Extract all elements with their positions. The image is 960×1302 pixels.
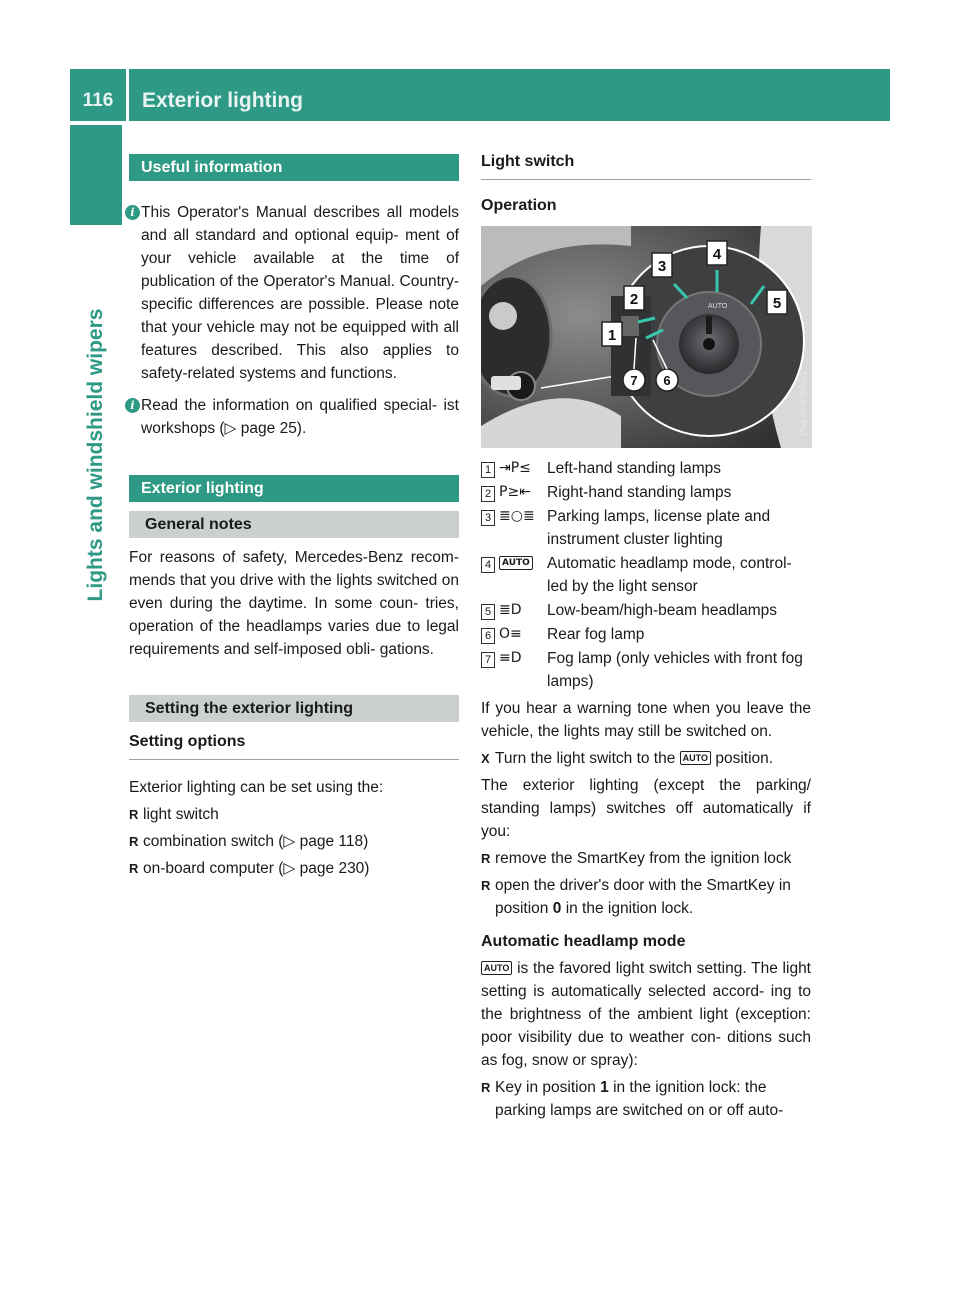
svg-text:7: 7 <box>630 373 638 388</box>
list-item: R light switch <box>129 803 459 826</box>
legend-text: Parking lamps, license plate and instrument cluster lighting <box>547 508 771 548</box>
fog-lamp-icon: ≡D <box>499 650 522 666</box>
svg-text:2: 2 <box>629 291 639 308</box>
warning-text: If you hear a warning tone when you leave the vehicle, the lights may still be switched on. <box>481 700 811 740</box>
legend-row <box>481 552 811 598</box>
legend-row <box>481 599 811 622</box>
legend-text: Low-beam/high-beam headlamps <box>547 602 778 619</box>
legend-row <box>481 647 811 693</box>
parking-lamp-icon: ≣○≣ <box>499 508 535 524</box>
list-item: R open the driver's door with the SmartKey in position 0 in the ignition lock. <box>481 874 811 920</box>
side-tab-block <box>70 125 122 225</box>
svg-text:3: 3 <box>657 258 667 275</box>
legend-number: 2 <box>481 486 495 502</box>
light-switch-photo <box>481 226 812 448</box>
setting-intro: Exterior lighting can be set using the: <box>129 779 384 796</box>
auto-icon: AUTO <box>499 552 547 598</box>
svg-text:AUTO: AUTO <box>708 303 728 310</box>
rear-fog-lamp-icon: O≡ <box>499 626 522 642</box>
operation-heading: Operation <box>481 197 557 214</box>
legend-number: 5 <box>481 604 495 620</box>
right-standing-lamp-icon: P≥⇤ <box>499 484 531 500</box>
general-notes-text: For reasons of safety, Mercedes-Benz recom- mends that you drive with the lights switched on even during the daytime. In some coun- tries, operation of the headlamps varies due to legal requirements and self-imposed obli- gations. <box>129 549 459 658</box>
info-icon: i <box>125 205 140 220</box>
info-note-2 <box>129 394 459 440</box>
list-item: R on-board computer (▷ page 230) <box>129 857 459 880</box>
legend-number: 4 <box>481 557 495 573</box>
setting-heading: Setting the exterior lighting <box>129 695 459 722</box>
legend-text: Left-hand standing lamps <box>547 460 722 477</box>
general-notes-heading: General notes <box>129 511 459 538</box>
header-divider <box>126 69 129 121</box>
useful-info-heading: Useful information <box>129 154 459 181</box>
setting-options-heading: Setting options <box>129 730 459 760</box>
legend-number: 3 <box>481 510 495 526</box>
page-number: 116 <box>82 90 114 111</box>
legend-text: Rear fog lamp <box>547 626 645 643</box>
step-text: Turn the light switch to the <box>495 750 676 767</box>
light-switch-heading: Light switch <box>481 150 811 180</box>
info-icon: i <box>125 398 140 413</box>
right-column <box>481 150 811 1122</box>
auto-mode-heading: Automatic headlamp mode <box>481 933 686 950</box>
left-standing-lamp-icon: ⇥P≤ <box>499 460 531 476</box>
side-tab-label: Lights and windshield wipers <box>84 308 107 602</box>
list-item: R combination switch (▷ page 118) <box>129 830 459 853</box>
page-title: Exterior lighting <box>142 89 304 112</box>
auto-icon: AUTO <box>481 961 512 975</box>
low-beam-icon: ≣D <box>499 602 522 618</box>
legend-row <box>481 623 811 646</box>
legend-number: 1 <box>481 462 495 478</box>
legend-text: Right-hand standing lamps <box>547 484 732 501</box>
exterior-lighting-heading: Exterior lighting <box>129 475 459 502</box>
legend-text: Fog lamp (only vehicles with front fog lamps) <box>547 650 803 690</box>
step-item <box>481 747 811 770</box>
list-item: R Key in position 1 in the ignition lock: the parking lamps are switched on or off auto- <box>481 1076 811 1122</box>
info-note-2-text: Read the information on qualified special- ist workshops (▷ page 25). <box>141 397 459 437</box>
info-note-1 <box>129 201 459 385</box>
svg-text:4: 4 <box>712 246 722 263</box>
svg-text:6: 6 <box>663 373 671 388</box>
auto-off-text: The exterior lighting (except the parking/ standing lamps) switches off automatically if you: <box>481 777 811 840</box>
light-switch-illustration <box>481 226 812 448</box>
auto-icon: AUTO <box>680 751 711 765</box>
auto-mode-text: AUTO is the favored light switch setting. The light setting is automatically selected accord- ing to the brightness of the ambient light (exception: poor visibility due to weather con- ditions such as fog, snow or spray): <box>481 960 811 1069</box>
left-column <box>129 154 459 880</box>
legend-row <box>481 457 811 480</box>
legend-number: 7 <box>481 652 495 668</box>
info-note-1-text: This Operator's Manual describes all models and all standard and optional equip- ment of your vehicle available at the time of publication of the Operator's Manual. Country-specific differences are possible. Please note that your vehicle may not be equipped with all features described. This also applies to safety-related systems and functions. <box>141 204 459 382</box>
legend-number: 6 <box>481 628 495 644</box>
step-text-tail: position. <box>715 750 774 767</box>
svg-text:1: 1 <box>607 327 617 344</box>
list-item: R remove the SmartKey from the ignition lock <box>481 847 811 870</box>
legend-text: Automatic headlamp mode, control- led by the light sensor <box>547 555 792 595</box>
image-code: P54.25-9766-31 <box>798 371 808 436</box>
legend-row <box>481 481 811 504</box>
svg-text:5: 5 <box>772 295 782 312</box>
legend-row <box>481 505 811 551</box>
